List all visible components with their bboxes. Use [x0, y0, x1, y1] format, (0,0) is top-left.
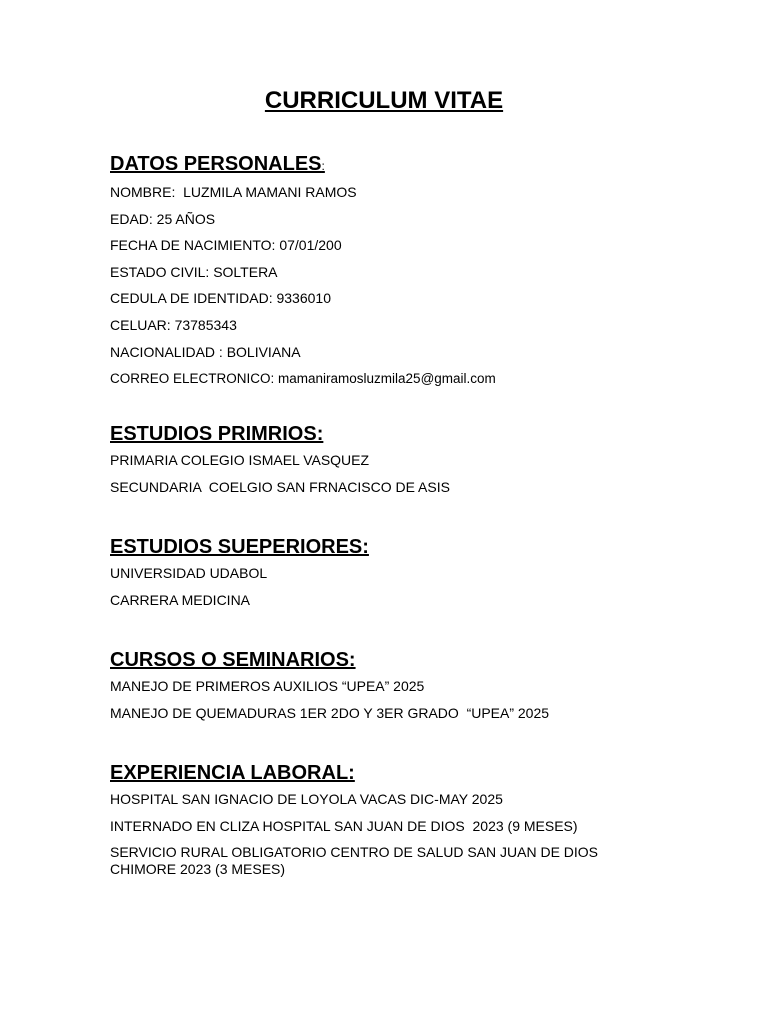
section-personal [110, 152, 670, 397]
section-primary-studies [110, 422, 670, 505]
section-higher-studies [110, 535, 670, 618]
personal-phone: CELUAR: 73785343 [110, 316, 237, 333]
secondary-school: SECUNDARIA COELGIO SAN FRNACISCO DE ASIS [110, 478, 450, 495]
higher-career: CARRERA MEDICINA [110, 591, 251, 608]
section-heading-higher: ESTUDIOS SUEPERIORES: [110, 536, 369, 558]
section-heading-personal-text: DATOS PERSONALES [110, 153, 322, 175]
section-heading-personal [110, 152, 670, 178]
experience-item: INTERNADO EN CLIZA HOSPITAL SAN JUAN DE DIOS 2023 (9 MESES) [110, 817, 578, 834]
experience-item: SERVICIO RURAL OBLIGATORIO CENTRO DE SALUD SAN JUAN DE DIOS CHIMORE 2023 (3 MESES) [110, 844, 599, 878]
personal-nationality: NACIONALIDAD : BOLIVIANA [110, 343, 301, 360]
personal-email: CORREO ELECTRONICO: mamaniramosluzmila25@gmail.com [110, 371, 496, 387]
course-item: MANEJO DE QUEMADURAS 1ER 2DO Y 3ER GRADO “UPEA” 2025 [110, 704, 550, 721]
personal-age: EDAD: 25 AÑOS [110, 210, 216, 227]
document-title: CURRICULUM VITAE [264, 87, 504, 114]
section-courses [110, 648, 670, 731]
course-item: MANEJO DE PRIMEROS AUXILIOS “UPEA” 2025 [110, 678, 425, 694]
section-heading-personal-colon: : [321, 159, 325, 173]
section-experience [110, 761, 670, 888]
higher-university: UNIVERSIDAD UDABOL [110, 565, 268, 581]
personal-birthdate: FECHA DE NACIMIENTO: 07/01/200 [110, 237, 342, 254]
section-heading-primary: ESTUDIOS PRIMRIOS: [110, 423, 324, 445]
section-heading-courses: CURSOS O SEMINARIOS: [110, 649, 356, 671]
section-heading-experience: EXPERIENCIA LABORAL: [110, 762, 355, 784]
personal-name: NOMBRE: LUZMILA MAMANI RAMOS [110, 184, 357, 200]
experience-item: HOSPITAL SAN IGNACIO DE LOYOLA VACAS DIC-MAY 2025 [110, 791, 503, 807]
personal-id-card: CEDULA DE IDENTIDAD: 9336010 [110, 290, 331, 307]
personal-civil-status: ESTADO CIVIL: SOLTERA [110, 263, 278, 280]
primary-school: PRIMARIA COLEGIO ISMAEL VASQUEZ [110, 452, 370, 468]
